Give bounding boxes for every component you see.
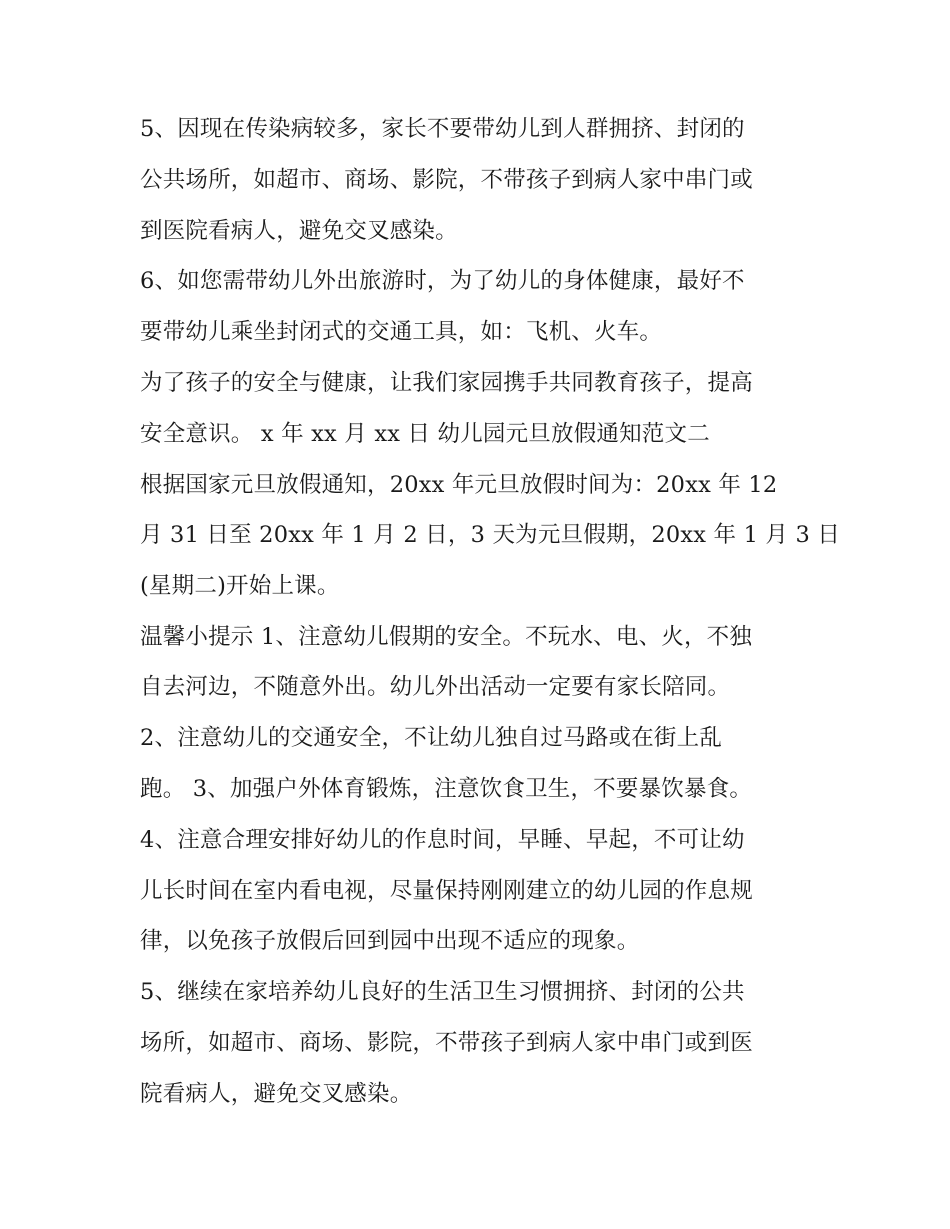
- text-line: (星期二)开始上课。: [140, 573, 340, 599]
- text-line: 4、注意合理安排好幼儿的作息时间，早睡、早起，不可让幼: [140, 827, 745, 853]
- text-line: 月 31 日至 20xx 年 1 月 2 日，3 天为元旦假期，20xx 年 1 月 3 日: [140, 522, 841, 548]
- text-line: 公共场所，如超市、商场、影院，不带孩子到病人家中串门或: [140, 167, 753, 193]
- text-line: 儿长时间在室内看电视，尽量保持刚刚建立的幼儿园的作息规: [140, 878, 753, 904]
- text-line: 到医院看病人，避免交叉感染。: [140, 218, 458, 244]
- text-line: 安全意识。 x 年 xx 月 xx 日 幼儿园元旦放假通知范文二: [140, 421, 710, 447]
- text-line: 自去河边，不随意外出。幼儿外出活动一定要有家长陪同。: [140, 674, 731, 700]
- text-line: 6、如您需带幼儿外出旅游时，为了幼儿的身体健康，最好不: [140, 268, 745, 294]
- text-line: 5、继续在家培养幼儿良好的生活卫生习惯拥挤、封闭的公共: [140, 979, 745, 1005]
- text-line: 温馨小提示 1、注意幼儿假期的安全。不玩水、电、火，不独: [140, 624, 753, 650]
- text-line: 要带幼儿乘坐封闭式的交通工具，如：飞机、火车。: [140, 319, 663, 345]
- text-line: 5、因现在传染病较多，家长不要带幼儿到人群拥挤、封闭的: [140, 116, 745, 142]
- text-line: 院看病人，避免交叉感染。: [140, 1081, 413, 1107]
- text-line: 跑。 3、加强户外体育锻炼，注意饮食卫生，不要暴饮暴食。: [140, 776, 753, 802]
- text-line: 根据国家元旦放假通知，20xx 年元旦放假时间为：20xx 年 12: [140, 472, 778, 498]
- text-line: 为了孩子的安全与健康，让我们家园携手共同教育孩子，提高: [140, 370, 753, 396]
- text-line: 场所，如超市、商场、影院，不带孩子到病人家中串门或到医: [140, 1030, 753, 1056]
- text-line: 2、注意幼儿的交通安全，不让幼儿独自过马路或在街上乱: [140, 725, 723, 751]
- text-line: 律，以免孩子放假后回到园中出现不适应的现象。: [140, 928, 640, 954]
